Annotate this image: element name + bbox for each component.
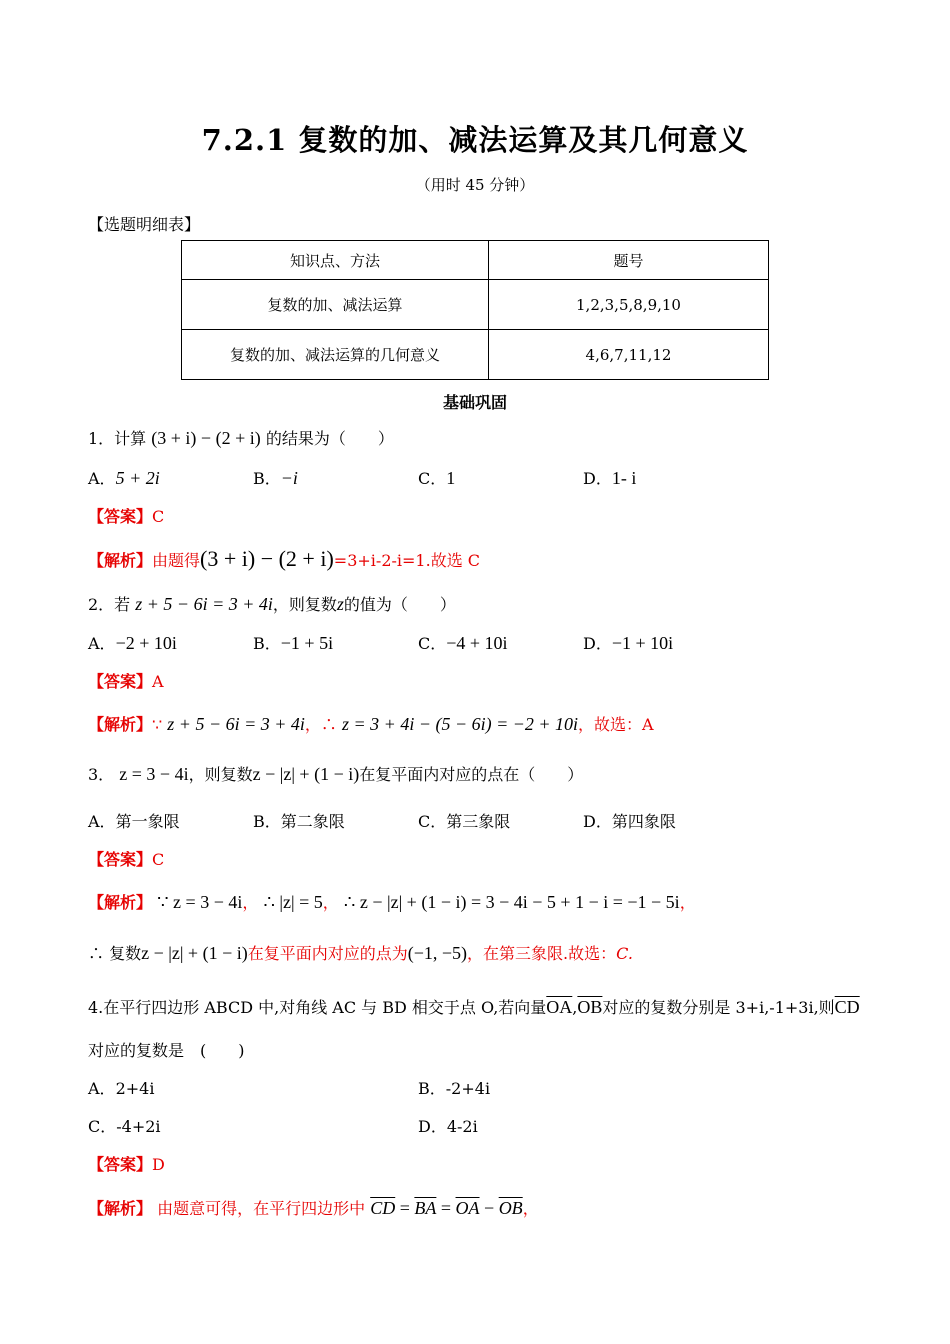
question-1 [88, 426, 394, 449]
table-header-row [182, 241, 769, 280]
analysis-2: 【解析】∵ z + 5 − 6i = 3 + 4i，∴ z = 3 + 4i − (5 − 6i) = −2 + 10i，故选：A [88, 714, 654, 734]
table-heading: 【选题明细表】 [88, 215, 201, 234]
option-c: C．1 [418, 468, 456, 488]
option-d: D．1- i [583, 468, 637, 488]
table-cell: 1,2,3,5,8,9,10 [489, 280, 769, 330]
answer-4: 【答案】D [88, 1155, 165, 1174]
option-c: C．第三象限 [418, 812, 511, 831]
answer-1: 【答案】C [88, 507, 165, 526]
question-4: 4.在平行四边形 ABCD 中,对角线 AC 与 BD 相交于点 O,若向量$\overline{OA},\overline{OB}$对应的复数分别是 3+i,-1+3i,则$\overline{CD}$ [88, 997, 860, 1017]
page-title: 7.2.1 复数的加、减法运算及其几何意义 [201, 123, 749, 157]
table-cell: 复数的加、减法运算 [182, 280, 489, 330]
option-b: B．−i [253, 468, 298, 488]
option-a: A．−2 + 10i [88, 633, 177, 653]
table-header-cell: 题号 [489, 241, 769, 280]
option-d: D．−1 + 10i [583, 633, 674, 653]
table-cell: 4,6,7,11,12 [489, 330, 769, 380]
analysis-1: 【解析】由题得(3 + i) − (2 + i)=3+i-2-i=1.故选 C [88, 546, 481, 571]
option-b: B．−1 + 5i [253, 633, 334, 653]
table-cell: 复数的加、减法运算的几何意义 [182, 330, 489, 380]
option-c: C．−4 + 10i [418, 633, 508, 653]
option-b: B．第二象限 [253, 812, 345, 831]
option-a: A．5 + 2i [88, 468, 160, 488]
topic-table [181, 240, 769, 380]
table-row [182, 330, 769, 380]
question-expression: (3 + i) − (2 + i) [151, 428, 261, 448]
option-b: B．-2+4i [418, 1079, 491, 1098]
question-4-line-2: 对应的复数是 ( ) [88, 1041, 245, 1060]
option-a: A．第一象限 [88, 812, 180, 831]
option-a: A．2+4i [88, 1079, 155, 1098]
question-3: 3． z = 3 − 4i，则复数z − |z| + (1 − i)在复平面内对应的点在（ ） [88, 764, 584, 784]
section-title: 基础巩固 [442, 393, 507, 412]
question-prefix: 1．计算 [88, 429, 147, 448]
option-c: C．-4+2i [88, 1117, 161, 1136]
analysis-3-line-2: ∴ 复数z − |z| + (1 − i)在复平面内对应的点为(−1, −5)，在第三象限.故选：C. [88, 943, 633, 963]
analysis-3: 【解析】 ∵ z = 3 − 4i， ∴ |z| = 5， ∴ z − |z| + (1 − i) = 3 − 4i − 5 + 1 − i = −1 − 5i， [88, 892, 696, 912]
question-suffix: 的结果为（ ） [265, 429, 394, 448]
answer-2: 【答案】A [88, 672, 164, 691]
question-2: 2．若 z + 5 − 6i = 3 + 4i，则复数z的值为（ ） [88, 594, 456, 614]
time-note: （用时 45 分钟） [415, 176, 535, 194]
option-d: D．第四象限 [583, 812, 676, 831]
table-row [182, 280, 769, 330]
answer-3: 【答案】C [88, 850, 165, 869]
analysis-4: 【解析】 由题意可得，在平行四边形中 $\overline{CD} = \overline{BA} = \overline{OA} - \overline{OB}$， [88, 1198, 539, 1218]
option-d: D．4-2i [418, 1117, 478, 1136]
table-header-cell: 知识点、方法 [182, 241, 489, 280]
